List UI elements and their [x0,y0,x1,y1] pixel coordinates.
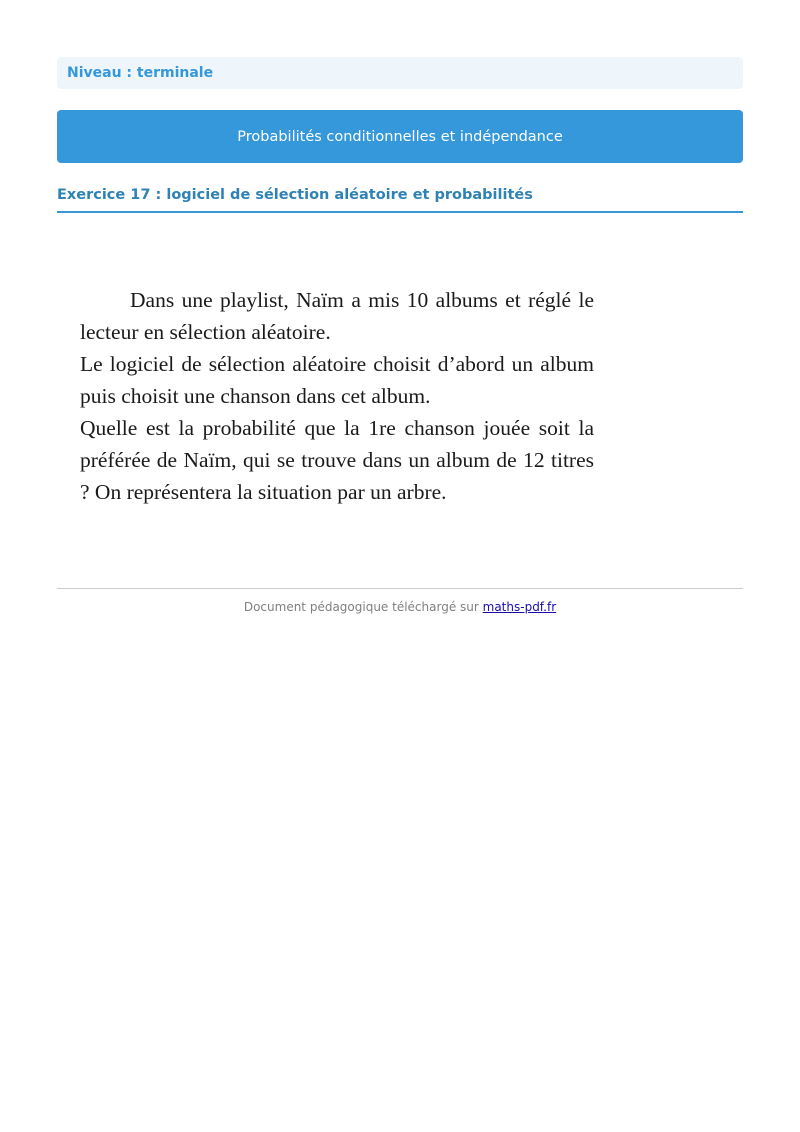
exercise-title-text: Exercice 17 : logiciel de sélection aléatoire et probabilités [57,187,533,203]
footer-link[interactable]: maths-pdf.fr [482,600,557,614]
level-label: Niveau : terminale [67,65,214,81]
exercise-statement [80,284,594,508]
statement-paragraph-2: Le logiciel de sélection aléatoire choisit d’abord un album puis choisit une chanson dans cet album. [80,352,594,408]
footer-divider [57,588,743,589]
footer [57,600,743,614]
statement-paragraph-1: Dans une playlist, Naïm a mis 10 albums et réglé le lecteur en sélection aléatoire. [80,288,594,344]
exercise-title [57,185,743,213]
chapter-banner [57,110,743,163]
level-banner [57,57,743,89]
statement-paragraph-3: Quelle est la probabilité que la 1re chanson jouée soit la préférée de Naïm, qui se trouve dans un album de 12 titres ? On représentera la situation par un arbre. [80,416,594,504]
chapter-title: Probabilités conditionnelles et indépendance [237,128,563,145]
footer-prefix: Document pédagogique téléchargé sur [243,600,483,614]
